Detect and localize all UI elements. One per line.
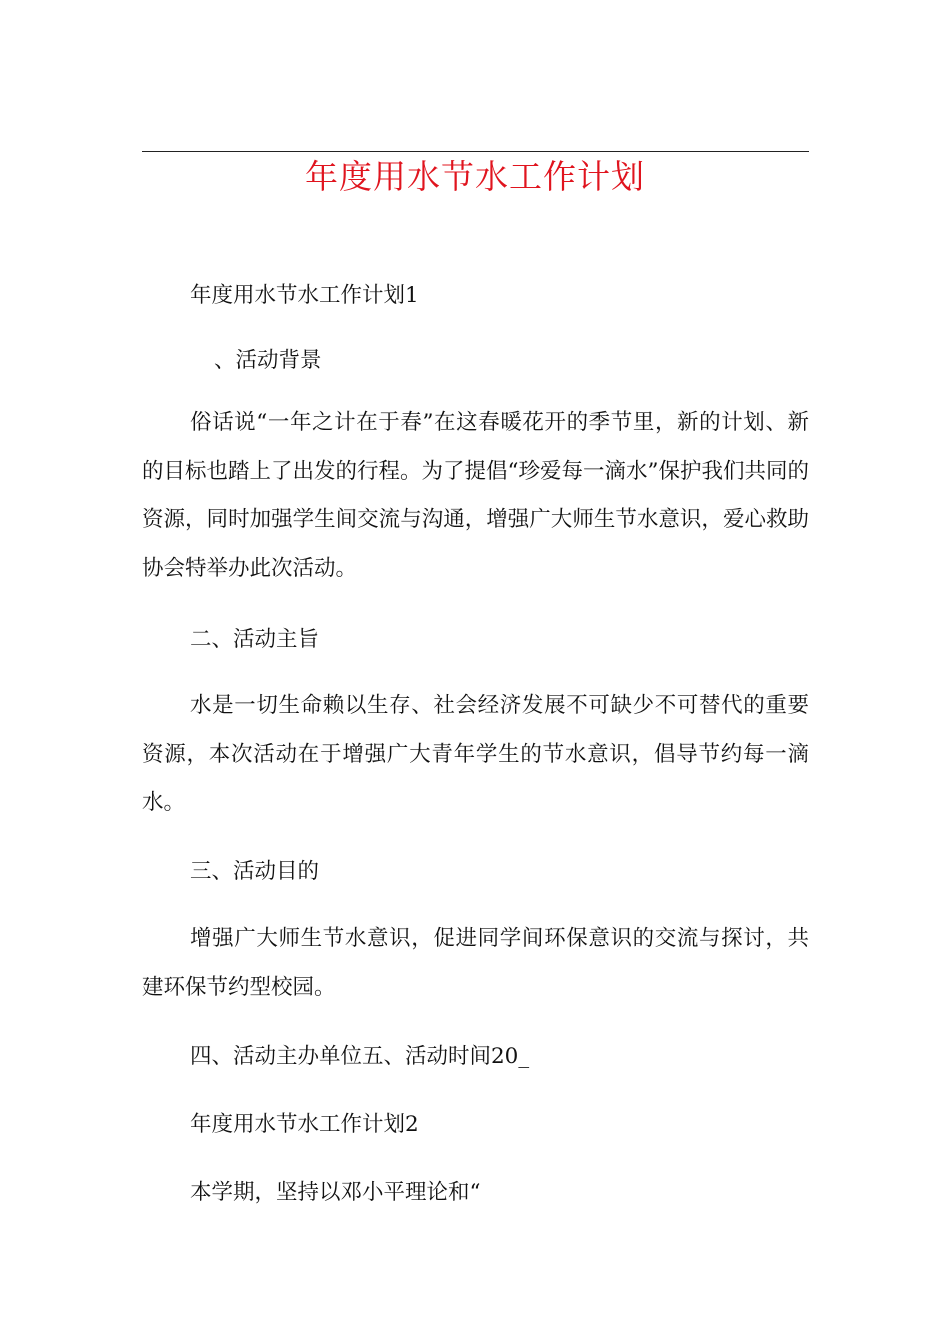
section-1-heading: 年度用水节水工作计划1 (190, 283, 419, 308)
heading-organizer-time: 四、活动主办单位五、活动时间20_ (190, 1044, 530, 1069)
heading-background: 、活动背景 (214, 348, 322, 373)
section-2-heading: 年度用水节水工作计划2 (190, 1112, 419, 1137)
document-title: 年度用水节水工作计划 (305, 157, 645, 196)
paragraph-goal: 增强广大师生节水意识，促进同学间环保意识的交流与探讨，共建环保节约型校园。 (142, 926, 809, 1000)
heading-goal: 三、活动目的 (190, 859, 320, 884)
paragraph-purpose: 水是一切生命赖以生存、社会经济发展不可缺少不可替代的重要资源，本次活动在于增强广大青年学生的节水意识，倡导节约每一滴水。 (142, 693, 809, 815)
paragraph-intro: 本学期，坚持以邓小平理论和“ (190, 1180, 481, 1205)
heading-purpose: 二、活动主旨 (190, 627, 320, 652)
paragraph-background: 俗话说“一年之计在于春”在这春暖花开的季节里，新的计划、新的目标也踏上了出发的行程。为了提倡“珍爱每一滴水”保护我们共同的资源，同时加强学生间交流与沟通，增强广大师生节水意识，爱心救助协会特举办此次活动。 (142, 410, 809, 581)
